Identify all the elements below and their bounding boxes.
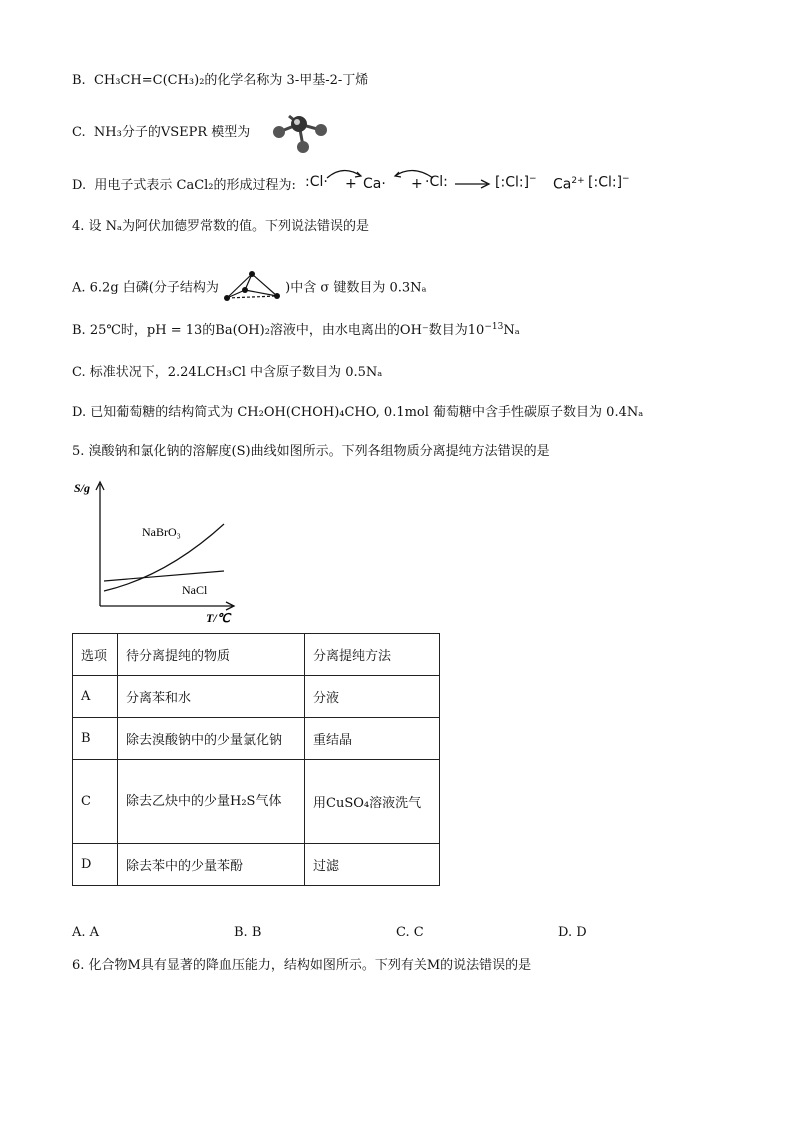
q4-option-b	[72, 322, 520, 340]
exponent: −13	[484, 322, 504, 332]
option-text: )中含 σ 键数目为 0.3Nₐ	[285, 280, 427, 296]
chlorine-atom-right: ·Cl:	[425, 174, 448, 190]
option-text: B. 25℃时，pH = 13的Ba(OH)₂溶液中，由水电离出的OH⁻数目为10	[72, 323, 485, 338]
option-label: C.	[72, 125, 86, 140]
nacl-curve	[104, 571, 224, 581]
table-header: 分离提纯方法	[305, 634, 440, 676]
table-row	[73, 844, 440, 886]
table-cell: 分液	[305, 676, 440, 718]
answer-choice-a[interactable]: A. A	[72, 925, 100, 940]
option-text: Nₐ	[503, 323, 520, 338]
option-c-line	[72, 124, 250, 142]
q4-option-d: D. 已知葡萄糖的结构简式为 CH₂OH(CHOH)₄CHO, 0.1mol 葡萄糖中含手性碳原子数目为 0.4Nₐ	[72, 405, 644, 420]
answer-choice-b[interactable]: B. B	[234, 925, 262, 940]
vsepr-model-figure	[265, 112, 335, 156]
series-label-nacl: NaCl	[182, 583, 208, 597]
table-cell: 过滤	[305, 844, 440, 886]
electron-formation-figure	[303, 170, 643, 198]
question-6-stem: 6. 化合物M具有显著的降血压能力，结构如图所示。下列有关M的说法错误的是	[72, 958, 532, 973]
chloride-ion-right: [:Cl:]−	[588, 174, 630, 191]
table-header: 待分离提纯的物质	[118, 634, 305, 676]
question-4-stem: 4. 设 Nₐ为阿伏加德罗常数的值。下列说法错误的是	[72, 219, 370, 234]
table-cell: 除去乙炔中的少量H₂S气体	[118, 760, 305, 844]
chloride-ion-left: [:Cl:]−	[495, 174, 537, 191]
y-axis-label: S/g	[74, 481, 91, 495]
table-cell: 用CuSO₄溶液洗气	[305, 760, 440, 844]
formula: CH₃CH=C(CH₃)₂	[93, 73, 205, 88]
option-text: A. 6.2g 白磷(分子结构为	[72, 280, 219, 296]
table-cell: 分离苯和水	[118, 676, 305, 718]
answer-choice-d[interactable]: D. D	[558, 925, 587, 940]
white-phosphorus-structure	[223, 270, 281, 306]
options-table	[72, 633, 440, 886]
x-axis-label: T/℃	[206, 611, 231, 625]
table-cell: 除去苯中的少量苯酚	[118, 844, 305, 886]
table-row	[73, 760, 440, 844]
reaction-arrow-icon	[453, 178, 493, 190]
table-cell: D	[73, 844, 118, 886]
calcium-atom: Ca·	[363, 176, 386, 192]
calcium-ion: $Ca^{2+}$	[553, 176, 585, 193]
table-cell: 除去溴酸钠中的少量氯化钠	[118, 718, 305, 760]
table-cell: 重结晶	[305, 718, 440, 760]
table-row	[73, 718, 440, 760]
table-cell: A	[73, 676, 118, 718]
table-cell: B	[73, 718, 118, 760]
option-text: 的化学名称为 3-甲基-2-丁烯	[204, 73, 369, 88]
question-5-stem: 5. 溴酸钠和氯化钠的溶解度(S)曲线如图所示。下列各组物质分离提纯方法错误的是	[72, 444, 550, 459]
option-text: NH₃分子的VSEPR 模型为	[93, 125, 251, 140]
table-row	[73, 676, 440, 718]
series-label-nabro3: NaBrO₃	[142, 525, 181, 539]
table-header: 选项	[73, 634, 118, 676]
option-b-line	[72, 72, 368, 90]
option-label: B.	[72, 73, 86, 88]
q4-option-c: C. 标准状况下，2.24LCH₃Cl 中含原子数目为 0.5Nₐ	[72, 365, 383, 380]
table-cell: C	[73, 760, 118, 844]
option-text: 用电子式表示 CaCl₂的形成过程为:	[94, 178, 296, 193]
option-d-line	[72, 177, 296, 195]
option-label: D.	[72, 178, 87, 193]
plus-sign: +	[411, 176, 423, 192]
chlorine-atom-left: :Cl·	[305, 174, 328, 190]
plus-sign: +	[345, 176, 357, 192]
answer-choice-c[interactable]: C. C	[396, 925, 424, 940]
solubility-curve-figure	[72, 476, 242, 626]
q4-option-a	[72, 270, 427, 306]
table-header-row	[73, 634, 440, 676]
